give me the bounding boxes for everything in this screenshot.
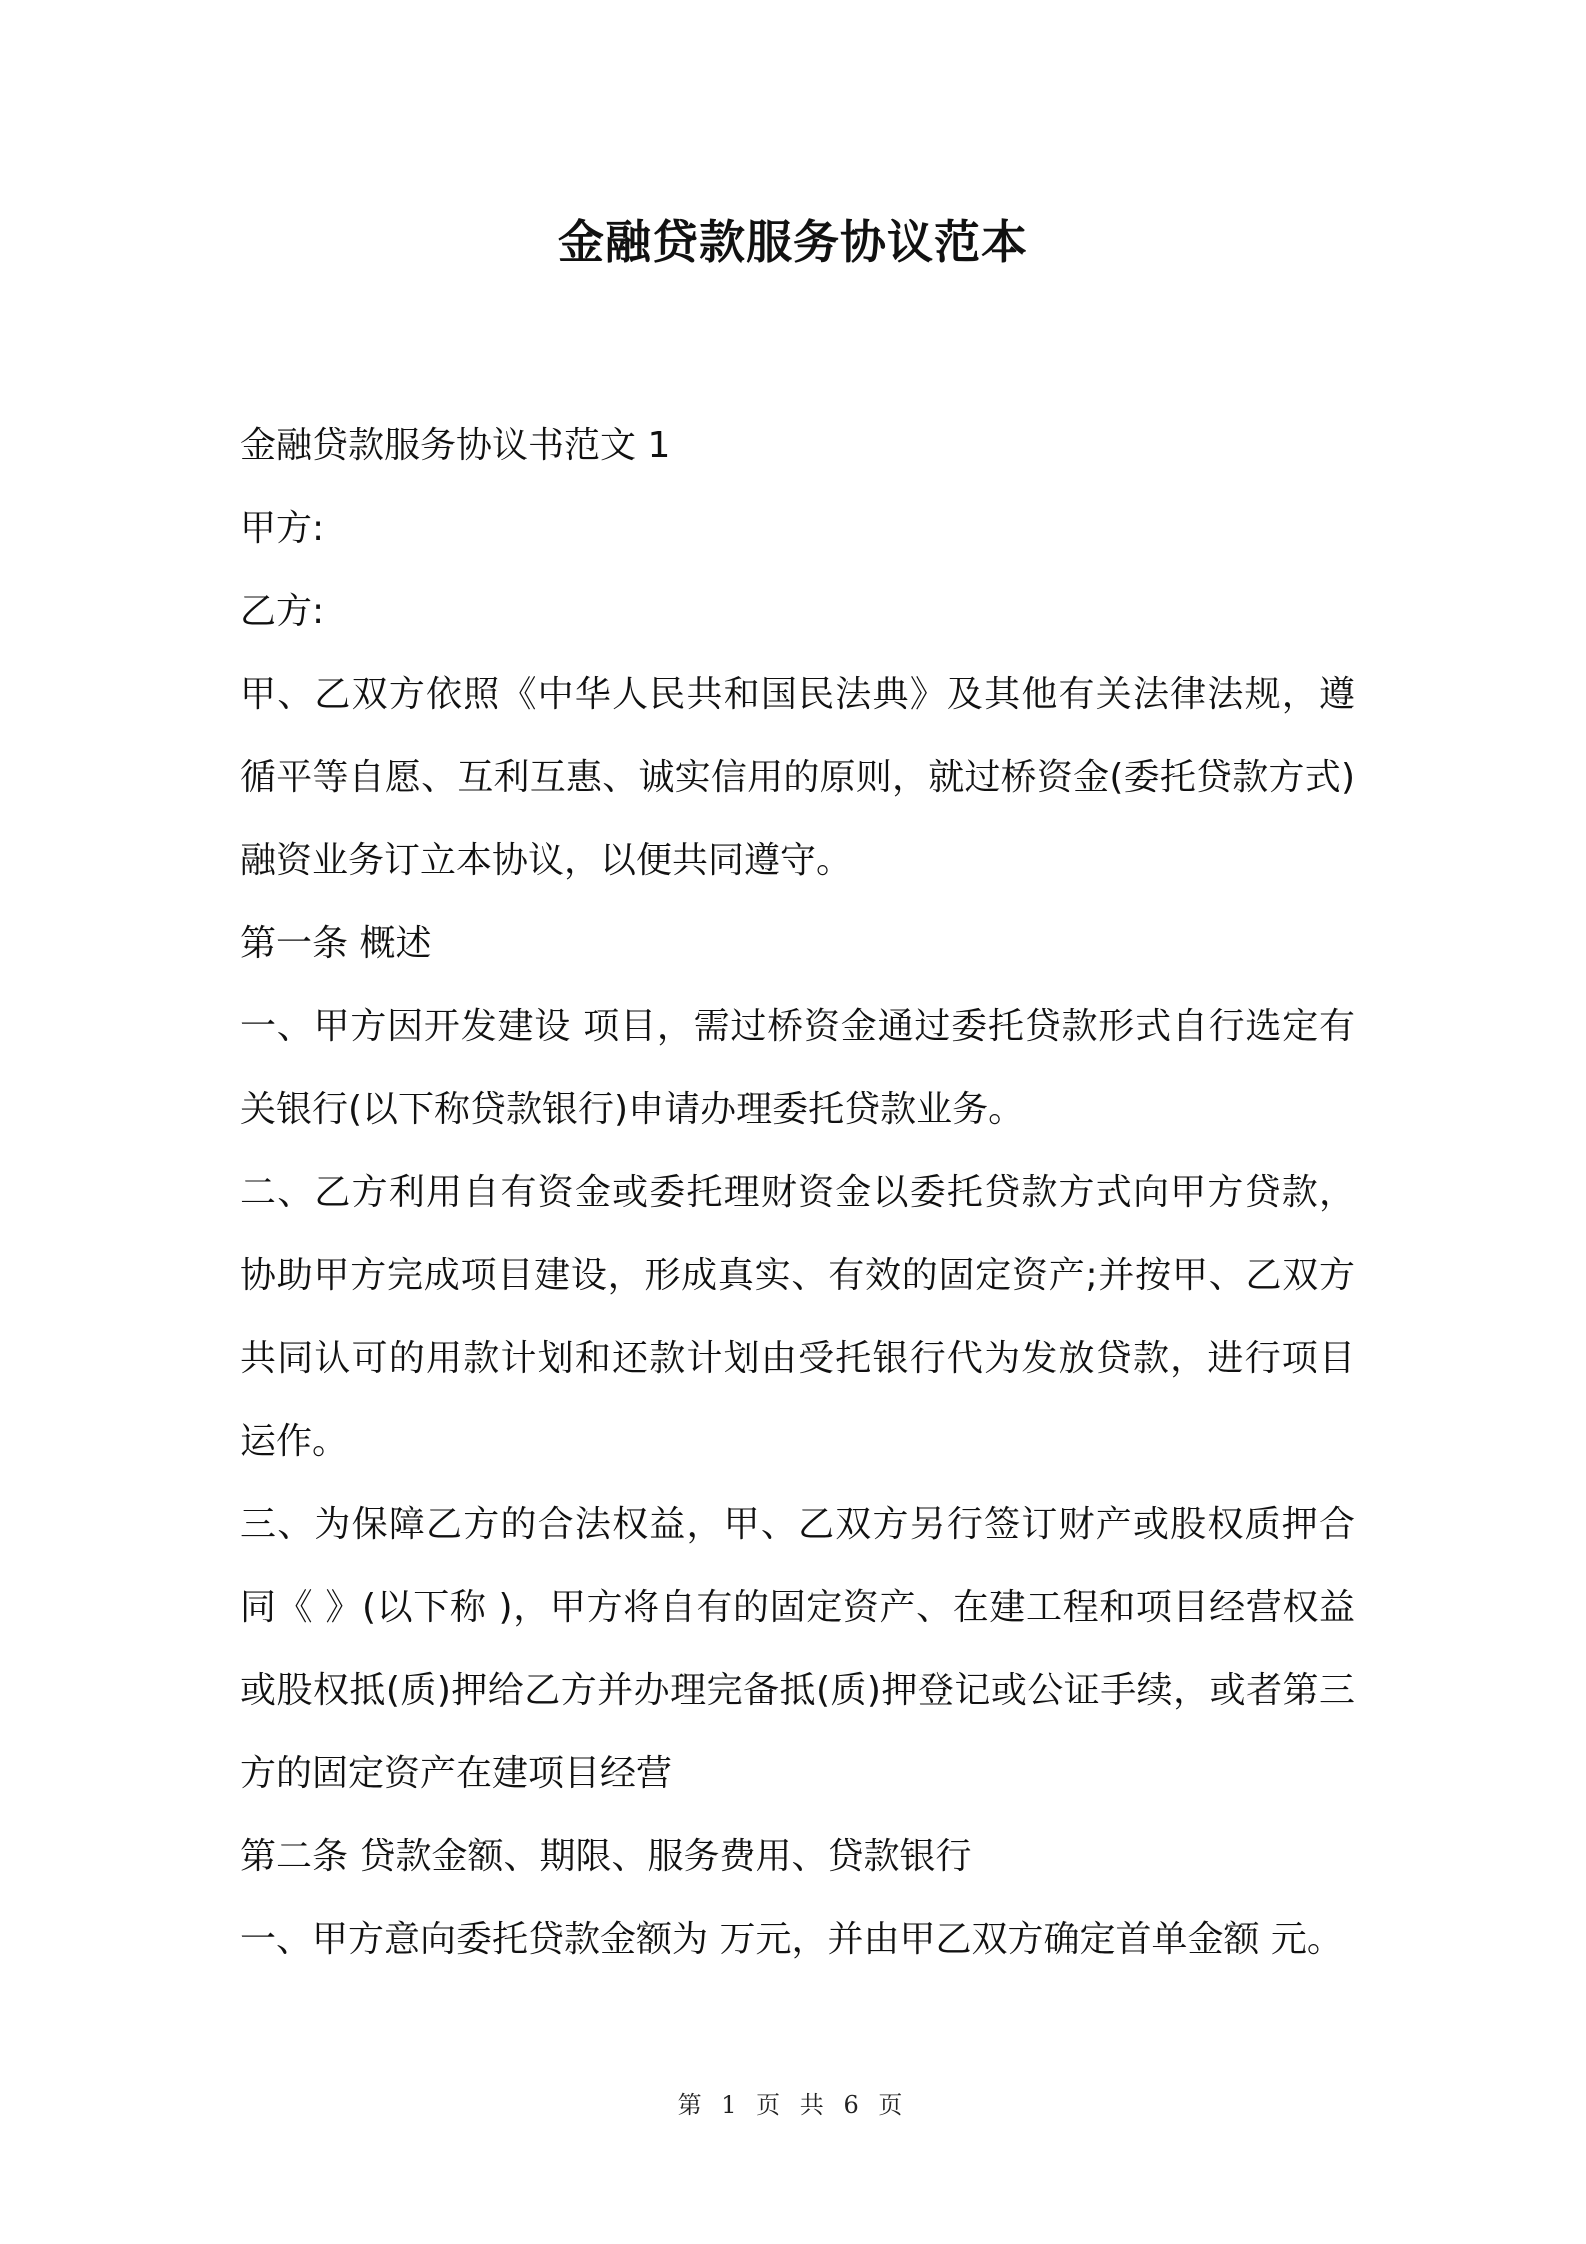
- article-1-clause-1: 一、甲方因开发建设 项目，需过桥资金通过委托贷款形式自行选定有关银行(以下称贷款银行)申请办理委托贷款业务。: [240, 1006, 1355, 1130]
- page-number-footer: 第 1 页 共 6 页: [677, 2091, 909, 2119]
- article-2-clause-1: 一、甲方意向委托贷款金额为 万元，并由甲乙双方确定首单金额 元。: [240, 1919, 1343, 1960]
- paragraph-preamble: 甲、乙双方依照《中华人民共和国民法典》及其他有关法律法规，遵循平等自愿、互利互惠、诚实信用的原则，就过桥资金(委托贷款方式)融资业务订立本协议，以便共同遵守。: [240, 674, 1355, 881]
- article-1-clause-3: 三、为保障乙方的合法权益，甲、乙双方另行签订财产或股权质押合同《 》(以下称 )，甲方将自有的固定资产、在建工程和项目经营权益或股权抵(质)押给乙方并办理完备抵(质)押登记或公证手续，或者第三方的固定资产在建项目经营: [240, 1504, 1355, 1794]
- paragraph-heading-sample: 金融贷款服务协议书范文 1: [240, 425, 671, 466]
- document-title: 金融贷款服务协议范本: [558, 215, 1028, 269]
- paragraph-party-b: 乙方:: [240, 591, 325, 632]
- paragraph-party-a: 甲方:: [240, 508, 325, 549]
- article-1-heading: 第一条 概述: [240, 923, 432, 964]
- article-2-heading: 第二条 贷款金额、期限、服务费用、贷款银行: [240, 1836, 972, 1877]
- article-1-clause-2: 二、乙方利用自有资金或委托理财资金以委托贷款方式向甲方贷款，协助甲方完成项目建设，形成真实、有效的固定资产;并按甲、乙双方共同认可的用款计划和还款计划由受托银行代为发放贷款，进行项目运作。: [240, 1172, 1355, 1462]
- document-body: [240, 404, 1355, 1981]
